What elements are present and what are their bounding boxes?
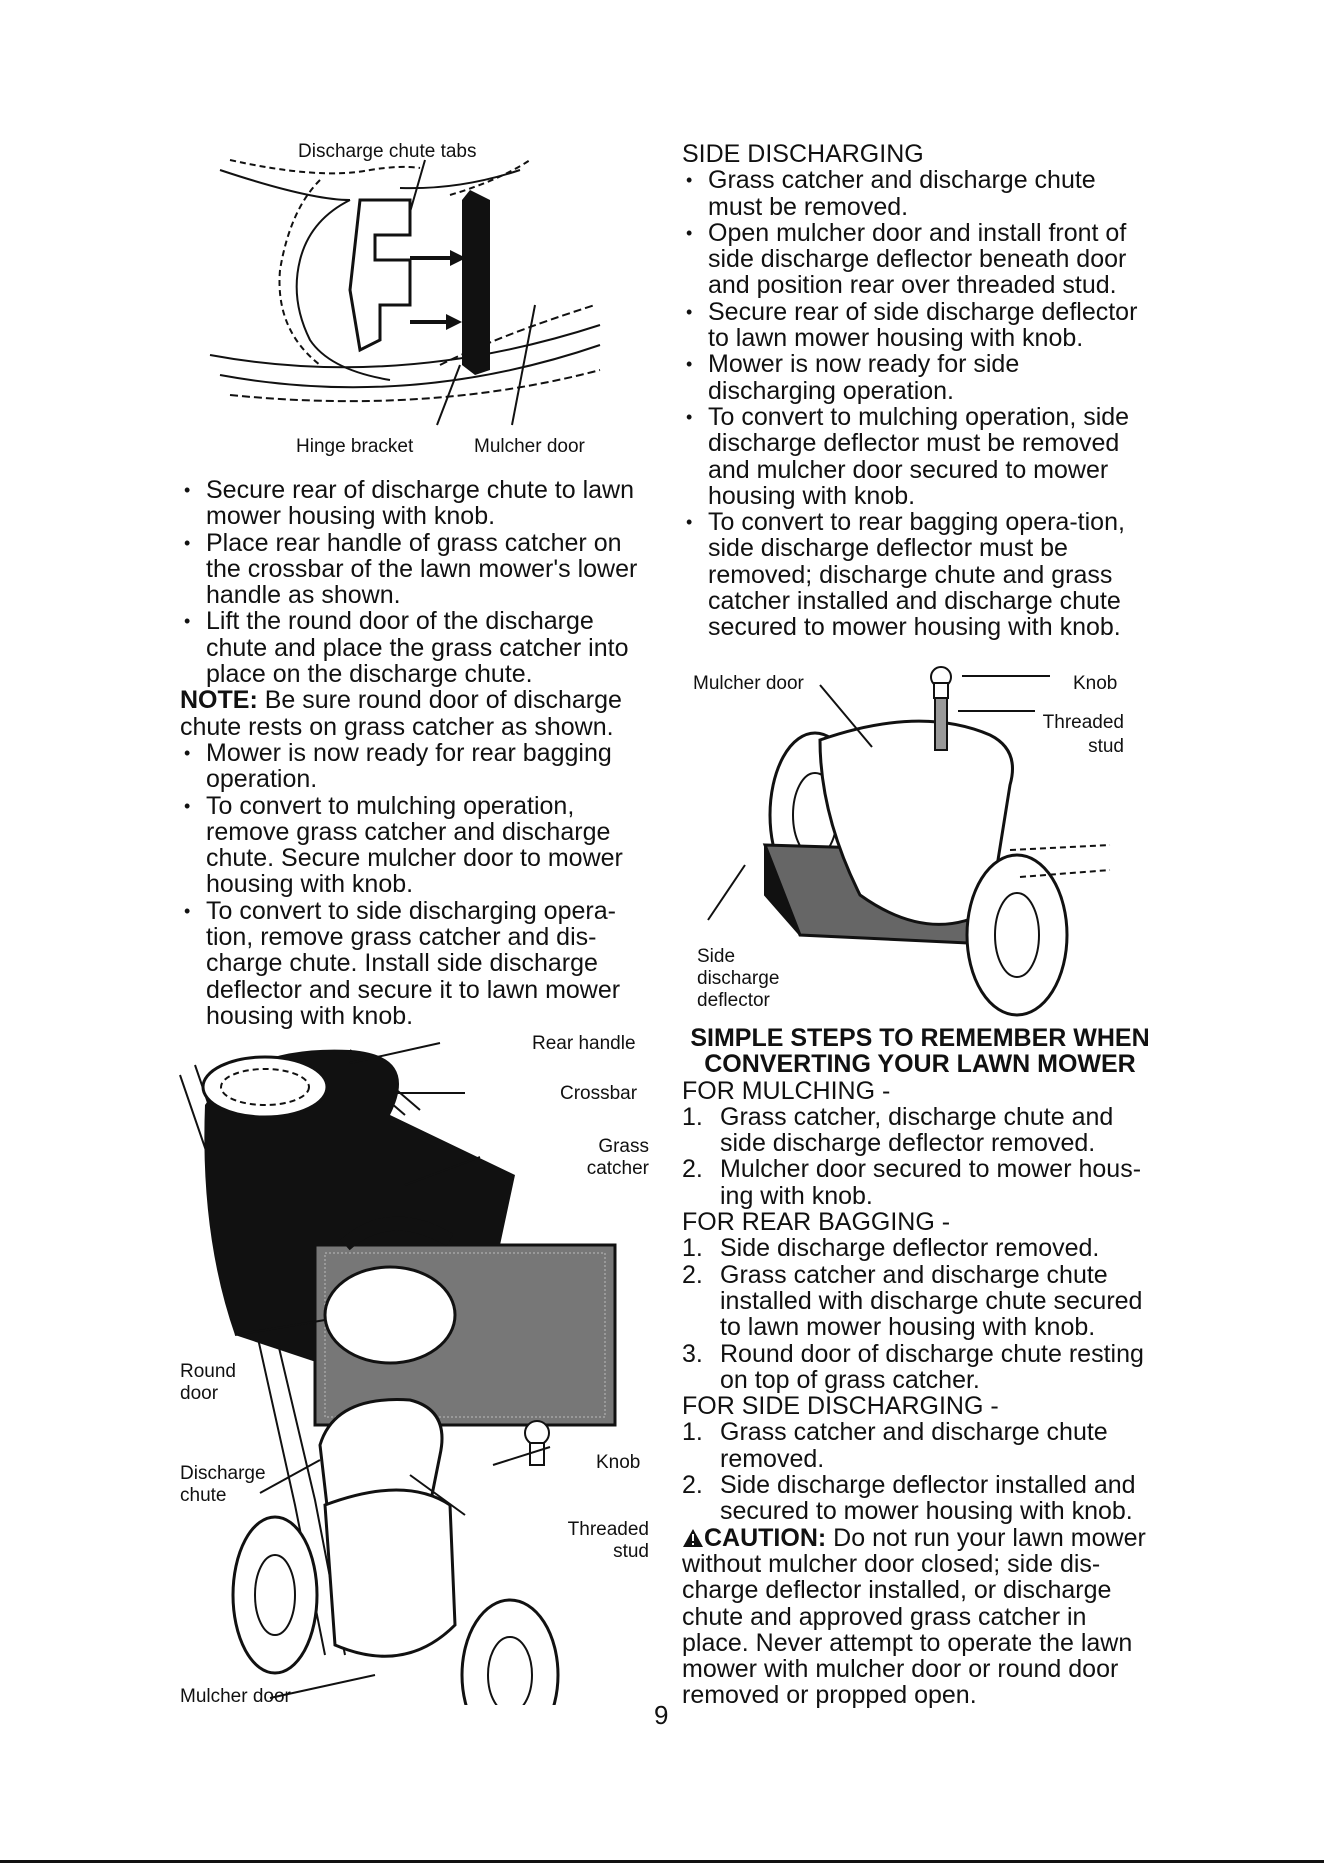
rear-bagging-steps [682,1235,1158,1393]
label-side-discharge: discharge [697,968,780,989]
mulching-heading: FOR MULCHING - [682,1076,891,1105]
left-column-text [180,477,650,1029]
side-discharging-steps [682,167,1152,640]
list-item: • Grass catcher and discharge chute must be removed. [682,167,1152,220]
label-chute: chute [180,1485,227,1506]
rear-bagging-heading: FOR REAR BAGGING - [682,1208,951,1237]
side-discharging-section [682,141,1152,641]
list-item: 2. Mulcher door secured to mower hous-ing with knob. [682,1155,1142,1210]
note-paragraph [180,687,650,740]
caution-paragraph [682,1525,1158,1709]
label-crossbar: Crossbar [560,1083,638,1104]
list-item: 1. Grass catcher and discharge chute removed. [682,1418,1108,1473]
caution-label: CAUTION: [704,1523,827,1552]
label-grass: Grass [598,1136,649,1157]
label-stud: stud [613,1541,649,1562]
label-side-threaded: Threaded [1042,712,1124,733]
page-number: 9 [654,1700,669,1730]
label-mulcher-door-bottom: Mulcher door [180,1686,291,1707]
label-catcher: catcher [586,1158,649,1179]
note-text: Be sure round door of discharge chute rests on grass catcher as shown. [180,686,622,741]
list-item: • To convert to mulching operation, side discharge deflector must be removed and mulcher door secured to mower housing with knob. [682,404,1152,509]
list-item: • Secure rear of side discharge deflector to lawn mower housing with knob. [682,299,1152,352]
side-discharging-steps-list [682,1419,1158,1524]
list-item: • To convert to rear bagging opera-tion, side discharge deflector must be removed; discharge chute and grass catcher installed and discharge chute secured to mower housing with knob. [682,509,1152,640]
list-item: • To convert to side discharging opera-tion, remove grass catcher and dis-charge chute. Install side discharge deflector and secure it to lawn mower housing with knob. [180,898,650,1029]
label-door: door [180,1383,219,1404]
label-side-deflector: deflector [697,990,770,1011]
simple-steps-heading-line1: SIMPLE STEPS TO REMEMBER WHEN [690,1024,1150,1052]
list-item: • Open mulcher door and install front of side discharge deflector beneath door and position rear over threaded stud. [682,220,1152,299]
list-item: 2. Side discharge deflector installed and secured to mower housing with knob. [682,1471,1136,1526]
simple-steps-heading-line2: CONVERTING YOUR LAWN MOWER [704,1050,1136,1079]
list-item: • Mower is now ready for rear bagging operation. [180,740,650,793]
list-item: • Mower is now ready for side discharging operation. [682,351,1152,404]
discharge-chute-diagram [200,140,620,440]
list-item: • Secure rear of discharge chute to lawn mower housing with knob. [180,477,650,530]
grass-catcher-diagram [175,1035,665,1705]
side-discharging-heading: SIDE DISCHARGING [682,140,924,168]
list-item: 1. Grass catcher, discharge chute and side discharge deflector removed. [682,1102,1114,1158]
list-item: • Lift the round door of the discharge chute and place the grass catcher into place on the discharge chute. [180,608,650,687]
bagging-install-steps [180,477,650,687]
label-side: Side [697,946,736,967]
label-mulcher-door: Mulcher door [474,436,585,457]
label-discharge: Discharge [180,1463,266,1484]
label-side-stud: stud [1088,736,1124,757]
mulching-steps [682,1104,1158,1209]
list-item: 1. Side discharge deflector removed. [682,1234,1100,1263]
label-side-knob: Knob [1073,673,1118,694]
caution-text: Do not run your lawn mower without mulcher door closed; side dis-charge deflector installed, or discharge chute and approved grass catcher in place. Never attempt to operate the lawn mower with mulcher door or round door removed or propped open. [682,1523,1146,1710]
label-round: Round [180,1361,236,1382]
note-label: NOTE: [180,686,258,715]
label-rear-handle: Rear handle [532,1033,636,1054]
list-item: 2. Grass catcher and discharge chute installed with discharge chute secured to lawn mower housing with knob. [682,1260,1143,1342]
label-hinge-bracket: Hinge bracket [296,436,414,457]
conversion-steps [180,740,650,1029]
label-discharge-chute-tabs: Discharge chute tabs [298,141,477,162]
label-threaded: Threaded [567,1519,649,1540]
warning-triangle-icon [682,1528,704,1548]
label-knob: Knob [596,1452,641,1473]
list-item: • Place rear handle of grass catcher on the crossbar of the lawn mower's lower handle as shown. [180,530,650,609]
list-item: 3. Round door of discharge chute resting on top of grass catcher. [682,1339,1144,1394]
label-side-mulcher-door: Mulcher door [693,673,804,694]
bottom-divider [0,1860,1324,1863]
list-item: • To convert to mulching operation, remove grass catcher and discharge chute. Secure mulcher door to mower housing with knob. [180,793,650,898]
simple-steps-section [682,1025,1158,1709]
side-discharging-steps-heading: FOR SIDE DISCHARGING - [682,1392,999,1421]
